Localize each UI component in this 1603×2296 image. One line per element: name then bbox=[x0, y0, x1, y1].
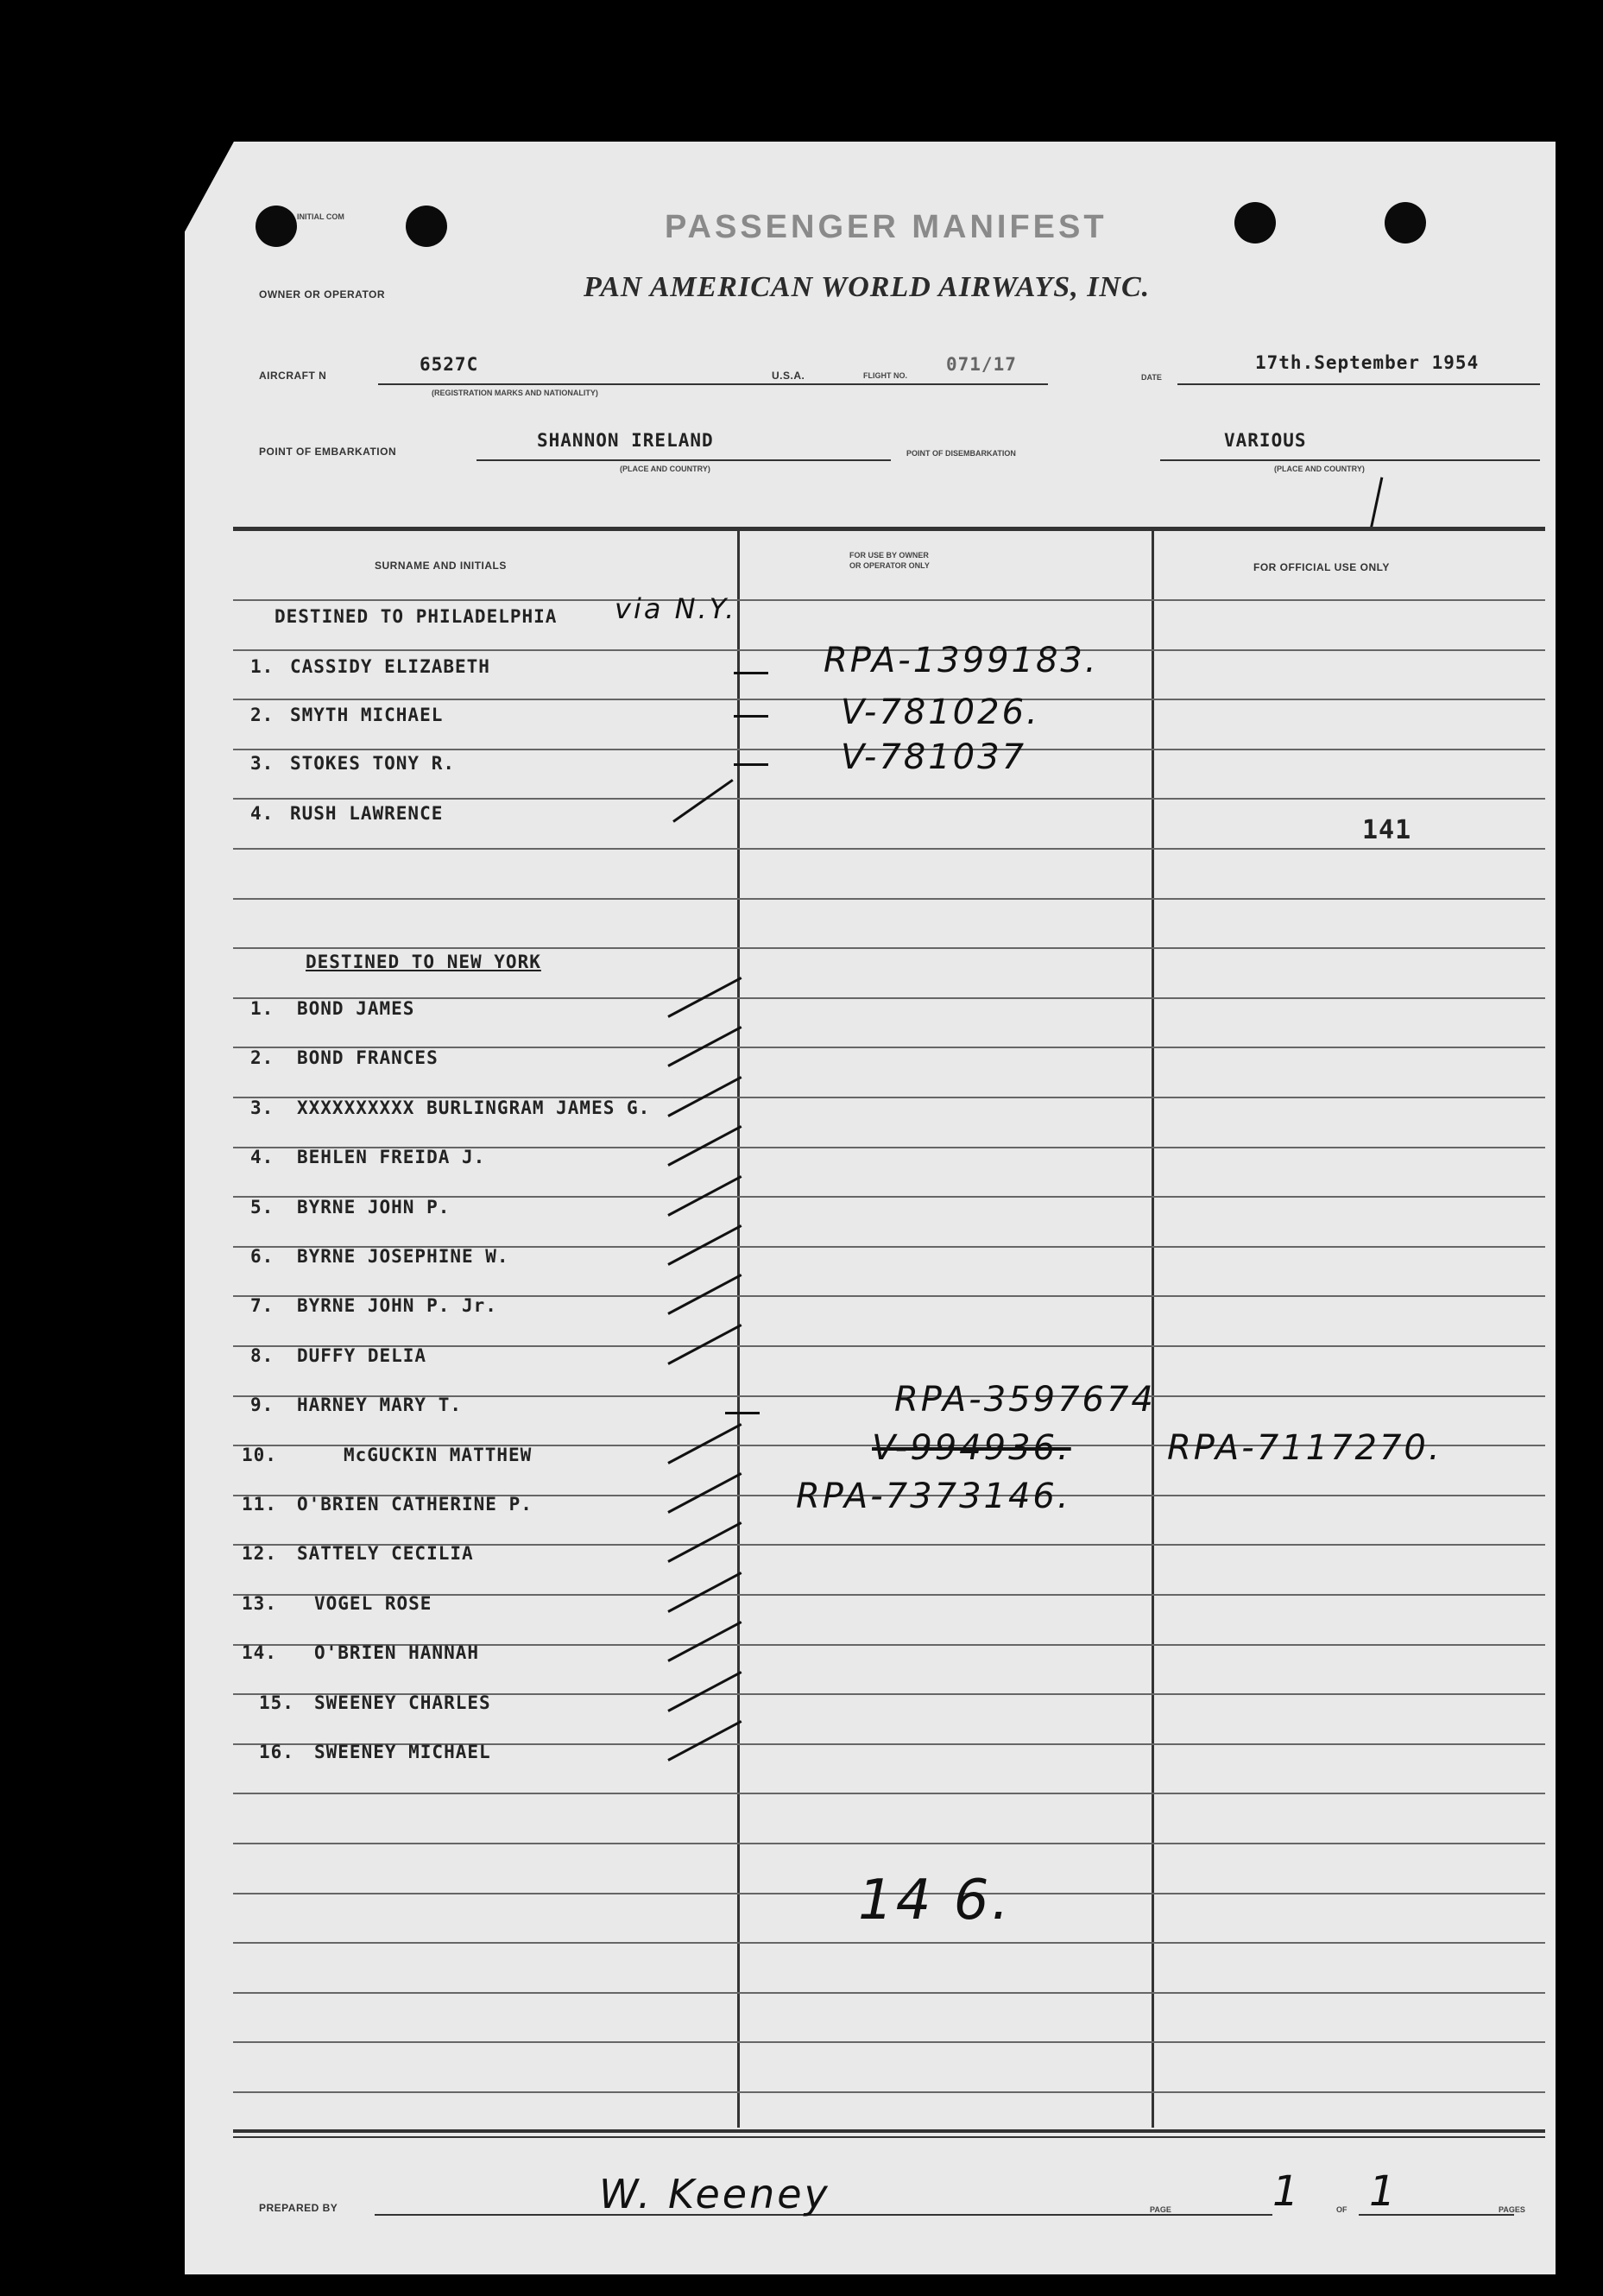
owner-note: V-781037 bbox=[841, 737, 1027, 777]
check-mark bbox=[667, 1572, 742, 1613]
ruled-line bbox=[233, 1793, 1545, 1794]
passenger-name: SMYTH MICHAEL bbox=[290, 705, 444, 725]
check-mark bbox=[667, 1224, 742, 1266]
row-number: 16. bbox=[259, 1742, 294, 1762]
check-mark bbox=[725, 1412, 760, 1414]
col-surname: SURNAME AND INITIALS bbox=[375, 560, 507, 572]
aircraft-label: AIRCRAFT N bbox=[259, 370, 327, 382]
ruled-line bbox=[233, 2091, 1545, 2093]
row-number: 4. bbox=[250, 803, 275, 824]
embark-sub: (PLACE AND COUNTRY) bbox=[620, 465, 710, 473]
flight-label: FLIGHT NO. bbox=[863, 371, 907, 380]
section-heading: DESTINED TO PHILADELPHIA bbox=[275, 606, 558, 627]
punch-hole bbox=[256, 206, 297, 247]
owner-note-struck: V-994936. bbox=[872, 1428, 1071, 1468]
passenger-name: CASSIDY ELIZABETH bbox=[290, 656, 490, 677]
ruled-line bbox=[233, 1942, 1545, 1944]
row-number: 11. bbox=[242, 1494, 277, 1515]
check-mark bbox=[667, 1274, 742, 1315]
passenger-name: O'BRIEN HANNAH bbox=[314, 1642, 480, 1663]
disembark-sub: (PLACE AND COUNTRY) bbox=[1274, 465, 1365, 473]
column-divider bbox=[1152, 527, 1154, 2128]
disembark-label: POINT OF DISEMBARKATION bbox=[906, 449, 1016, 458]
ruled-line bbox=[233, 2041, 1545, 2043]
ruled-line bbox=[233, 947, 1545, 949]
row-number: 5. bbox=[250, 1197, 275, 1218]
punch-hole bbox=[1234, 202, 1276, 244]
ruled-line bbox=[233, 599, 1545, 601]
check-mark bbox=[667, 1720, 742, 1762]
passenger-name: BYRNE JOSEPHINE W. bbox=[297, 1246, 509, 1267]
row-number: 9. bbox=[250, 1395, 275, 1415]
of-value: 1 bbox=[1369, 2167, 1398, 2216]
embark-value: SHANNON IRELAND bbox=[537, 430, 714, 451]
passenger-name: STOKES TONY R. bbox=[290, 753, 456, 774]
row-number: 1. bbox=[250, 998, 275, 1019]
ruled-line bbox=[233, 798, 1545, 800]
check-mark bbox=[667, 1324, 742, 1365]
owner-note: RPA-1399183. bbox=[824, 641, 1099, 680]
passenger-name: BOND JAMES bbox=[297, 998, 415, 1019]
passenger-name: BYRNE JOHN P. Jr. bbox=[297, 1295, 497, 1316]
row-number: 14. bbox=[242, 1642, 277, 1663]
col-owner-use-1: FOR USE BY OWNER bbox=[849, 551, 929, 560]
check-mark bbox=[667, 1472, 742, 1514]
ruled-line bbox=[233, 1843, 1545, 1844]
check-mark bbox=[667, 1423, 742, 1464]
ruled-line bbox=[233, 898, 1545, 900]
passenger-name: BYRNE JOHN P. bbox=[297, 1197, 451, 1218]
manifest-sheet bbox=[185, 142, 1556, 2274]
passenger-name: VOGEL ROSE bbox=[314, 1593, 432, 1614]
owner-name: PAN AMERICAN WORLD AIRWAYS, INC. bbox=[584, 271, 1151, 303]
of-label: OF bbox=[1336, 2205, 1347, 2214]
passenger-name: RUSH LAWRENCE bbox=[290, 803, 444, 824]
passenger-name: BOND FRANCES bbox=[297, 1047, 439, 1068]
row-number: 2. bbox=[250, 705, 275, 725]
section-heading: DESTINED TO NEW YORK bbox=[306, 952, 541, 972]
page-title: PASSENGER MANIFEST bbox=[665, 209, 1108, 245]
ruled-line bbox=[233, 997, 1545, 999]
handwritten-note: RPA-3597674 bbox=[894, 1380, 1156, 1420]
usa-label: U.S.A. bbox=[772, 370, 805, 382]
passenger-name: McGUCKIN MATTHEW bbox=[344, 1445, 533, 1465]
check-mark bbox=[667, 1521, 742, 1563]
pages-label: PAGES bbox=[1499, 2205, 1525, 2214]
flight-value: 071/17 bbox=[946, 354, 1017, 375]
col-owner-use-2: OR OPERATOR ONLY bbox=[849, 561, 930, 570]
row-number: 7. bbox=[250, 1295, 275, 1316]
owner-label: OWNER OR OPERATOR bbox=[259, 288, 386, 300]
row-number: 10. bbox=[242, 1445, 277, 1465]
punch-hole bbox=[1385, 202, 1426, 244]
passenger-name: HARNEY MARY T. bbox=[297, 1395, 463, 1415]
ruled-line bbox=[233, 848, 1545, 850]
handwritten-note: via N.Y. bbox=[615, 592, 737, 625]
passenger-name: BEHLEN FREIDA J. bbox=[297, 1147, 486, 1167]
passenger-name: SWEENEY CHARLES bbox=[314, 1692, 491, 1713]
row-number: 13. bbox=[242, 1593, 277, 1614]
date-value: 17th.September 1954 bbox=[1255, 352, 1480, 373]
punch-hole bbox=[406, 206, 447, 247]
passenger-name: SATTELY CECILIA bbox=[297, 1543, 474, 1564]
check-mark bbox=[667, 1125, 742, 1167]
disembark-value: VARIOUS bbox=[1224, 430, 1307, 451]
passenger-name: SWEENEY MICHAEL bbox=[314, 1742, 491, 1762]
row-number: 1. bbox=[250, 656, 275, 677]
official-note: RPA-7117270. bbox=[1167, 1428, 1442, 1468]
row-number: 8. bbox=[250, 1345, 275, 1366]
official-note: 141 bbox=[1362, 815, 1412, 845]
total-note: 14 6. bbox=[858, 1869, 1012, 1932]
owner-note: RPA-7373146. bbox=[796, 1477, 1071, 1516]
row-number: 12. bbox=[242, 1543, 277, 1564]
row-number: 3. bbox=[250, 1097, 275, 1118]
row-number: 2. bbox=[250, 1047, 275, 1068]
check-mark bbox=[667, 1671, 742, 1712]
date-label: DATE bbox=[1141, 373, 1162, 382]
preparer-signature: W. Keeney bbox=[599, 2171, 830, 2217]
passenger-name: O'BRIEN CATHERINE P. bbox=[297, 1494, 533, 1515]
row-number: 15. bbox=[259, 1692, 294, 1713]
aircraft-sub: (REGISTRATION MARKS AND NATIONALITY) bbox=[432, 389, 598, 397]
row-number: 3. bbox=[250, 753, 275, 774]
aircraft-value: 6527C bbox=[420, 354, 479, 375]
prepared-label: PREPARED BY bbox=[259, 2202, 338, 2214]
page-value: 1 bbox=[1272, 2167, 1302, 2216]
passenger-name: XXXXXXXXXX BURLINGRAM JAMES G. bbox=[297, 1097, 651, 1118]
row-number: 4. bbox=[250, 1147, 275, 1167]
owner-note: V-781026. bbox=[841, 693, 1040, 732]
stamp-text: INITIAL COM bbox=[297, 212, 344, 221]
col-official: FOR OFFICIAL USE ONLY bbox=[1253, 561, 1390, 573]
passenger-name: DUFFY DELIA bbox=[297, 1345, 427, 1366]
ruled-line bbox=[233, 1992, 1545, 1994]
row-number: 6. bbox=[250, 1246, 275, 1267]
embark-label: POINT OF EMBARKATION bbox=[259, 446, 397, 458]
check-mark bbox=[667, 1621, 742, 1662]
ruled-line bbox=[233, 1345, 1545, 1347]
page-label: PAGE bbox=[1150, 2205, 1171, 2214]
